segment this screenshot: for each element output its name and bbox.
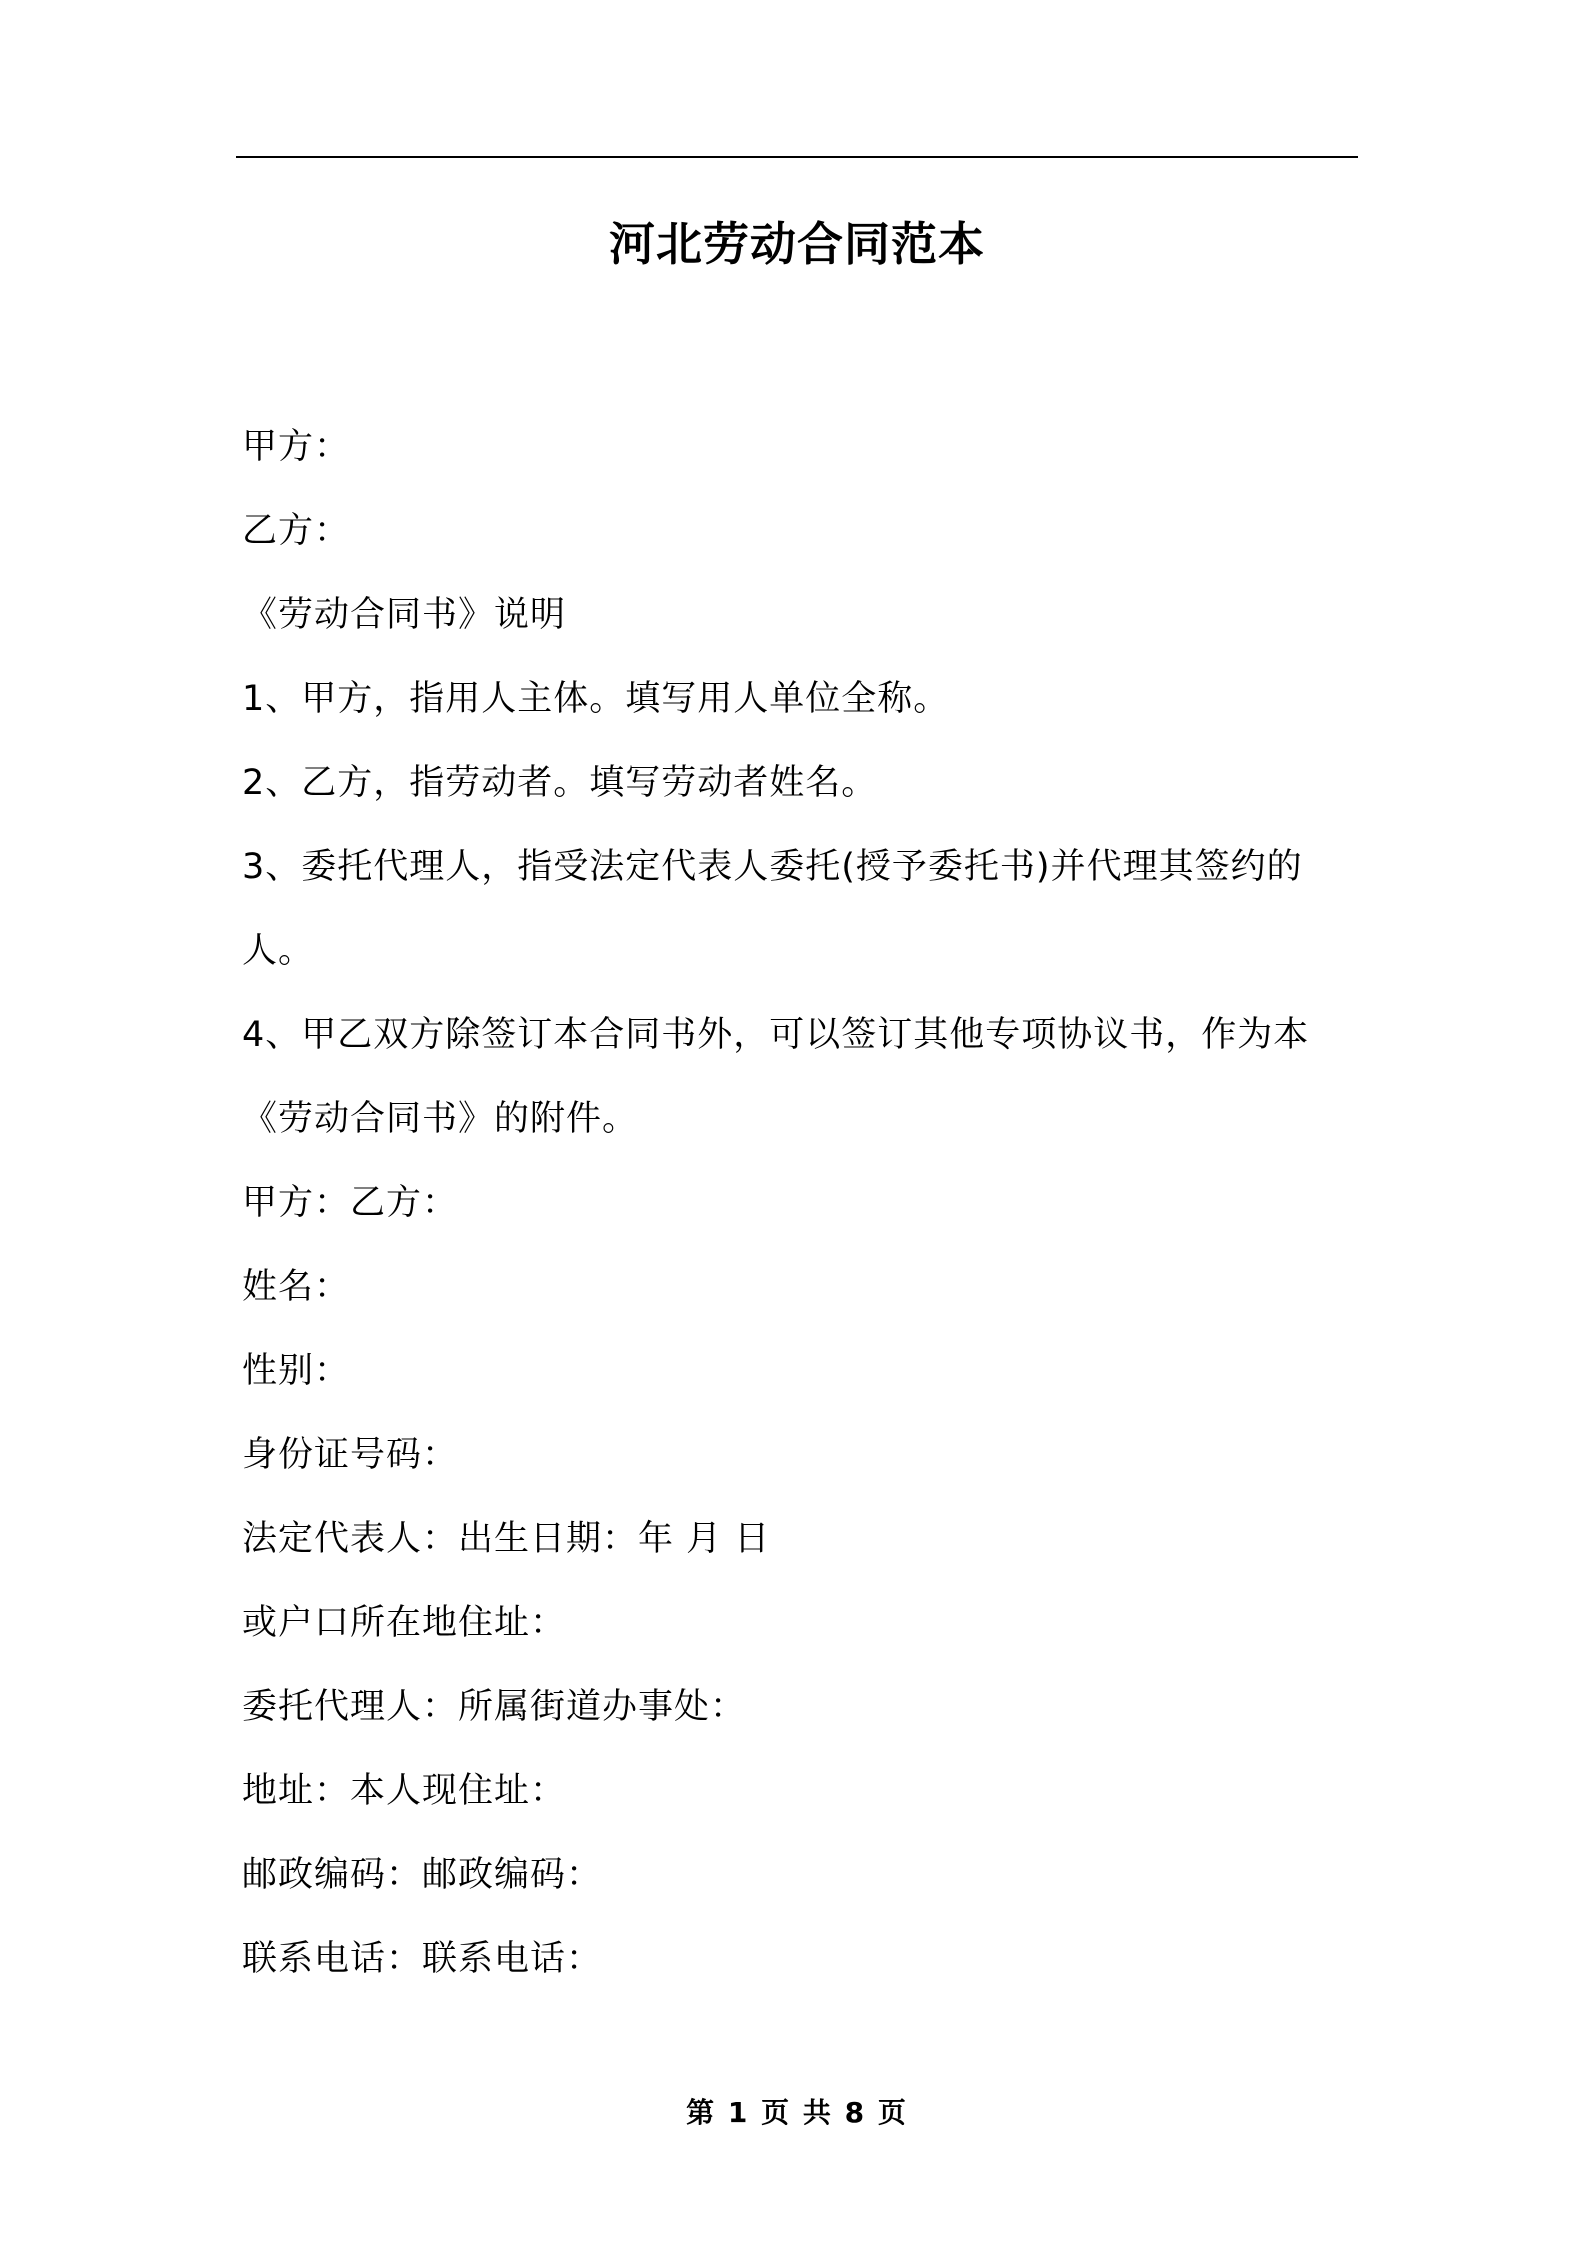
explanation-item-1: 1、甲方，指用人主体。填写用人单位全称。 (242, 679, 950, 719)
explanation-item-3: 3、委托代理人，指受法定代表人委托(授予委托书)并代理其签约的 (242, 847, 1303, 887)
page-number-footer: 第 1 页 共 8 页 (686, 2096, 908, 2129)
registered-address-label: 或户口所在地住址： (242, 1603, 567, 1643)
parties-line: 甲方：乙方： (242, 1183, 459, 1223)
party-a-line: 甲方： (242, 427, 351, 467)
agent-subdistrict-line: 委托代理人：所属街道办事处： (242, 1687, 747, 1727)
document-body (242, 405, 1362, 2001)
party-b-line: 乙方： (242, 511, 351, 551)
gender-field-label: 性别： (242, 1351, 351, 1391)
phone-line: 联系电话：联系电话： (242, 1939, 603, 1979)
header-rule (236, 156, 1358, 158)
explanation-item-2: 2、乙方，指劳动者。填写劳动者姓名。 (242, 763, 878, 803)
explanation-item-4: 4、甲乙双方除签订本合同书外，可以签订其他专项协议书，作为本 (242, 1015, 1310, 1055)
explanation-item-3-continued: 人。 (242, 931, 315, 971)
address-line: 地址：本人现住址： (242, 1771, 567, 1811)
explanation-item-4-continued: 《劳动合同书》的附件。 (242, 1099, 639, 1139)
postal-code-line: 邮政编码：邮政编码： (242, 1855, 603, 1895)
legal-rep-birthdate-line: 法定代表人：出生日期：年 月 日 (242, 1519, 771, 1559)
id-number-field-label: 身份证号码： (242, 1435, 459, 1475)
contract-explanation-heading: 《劳动合同书》说明 (242, 595, 567, 635)
document-title: 河北劳动合同范本 (609, 217, 985, 271)
name-field-label: 姓名： (242, 1267, 351, 1307)
